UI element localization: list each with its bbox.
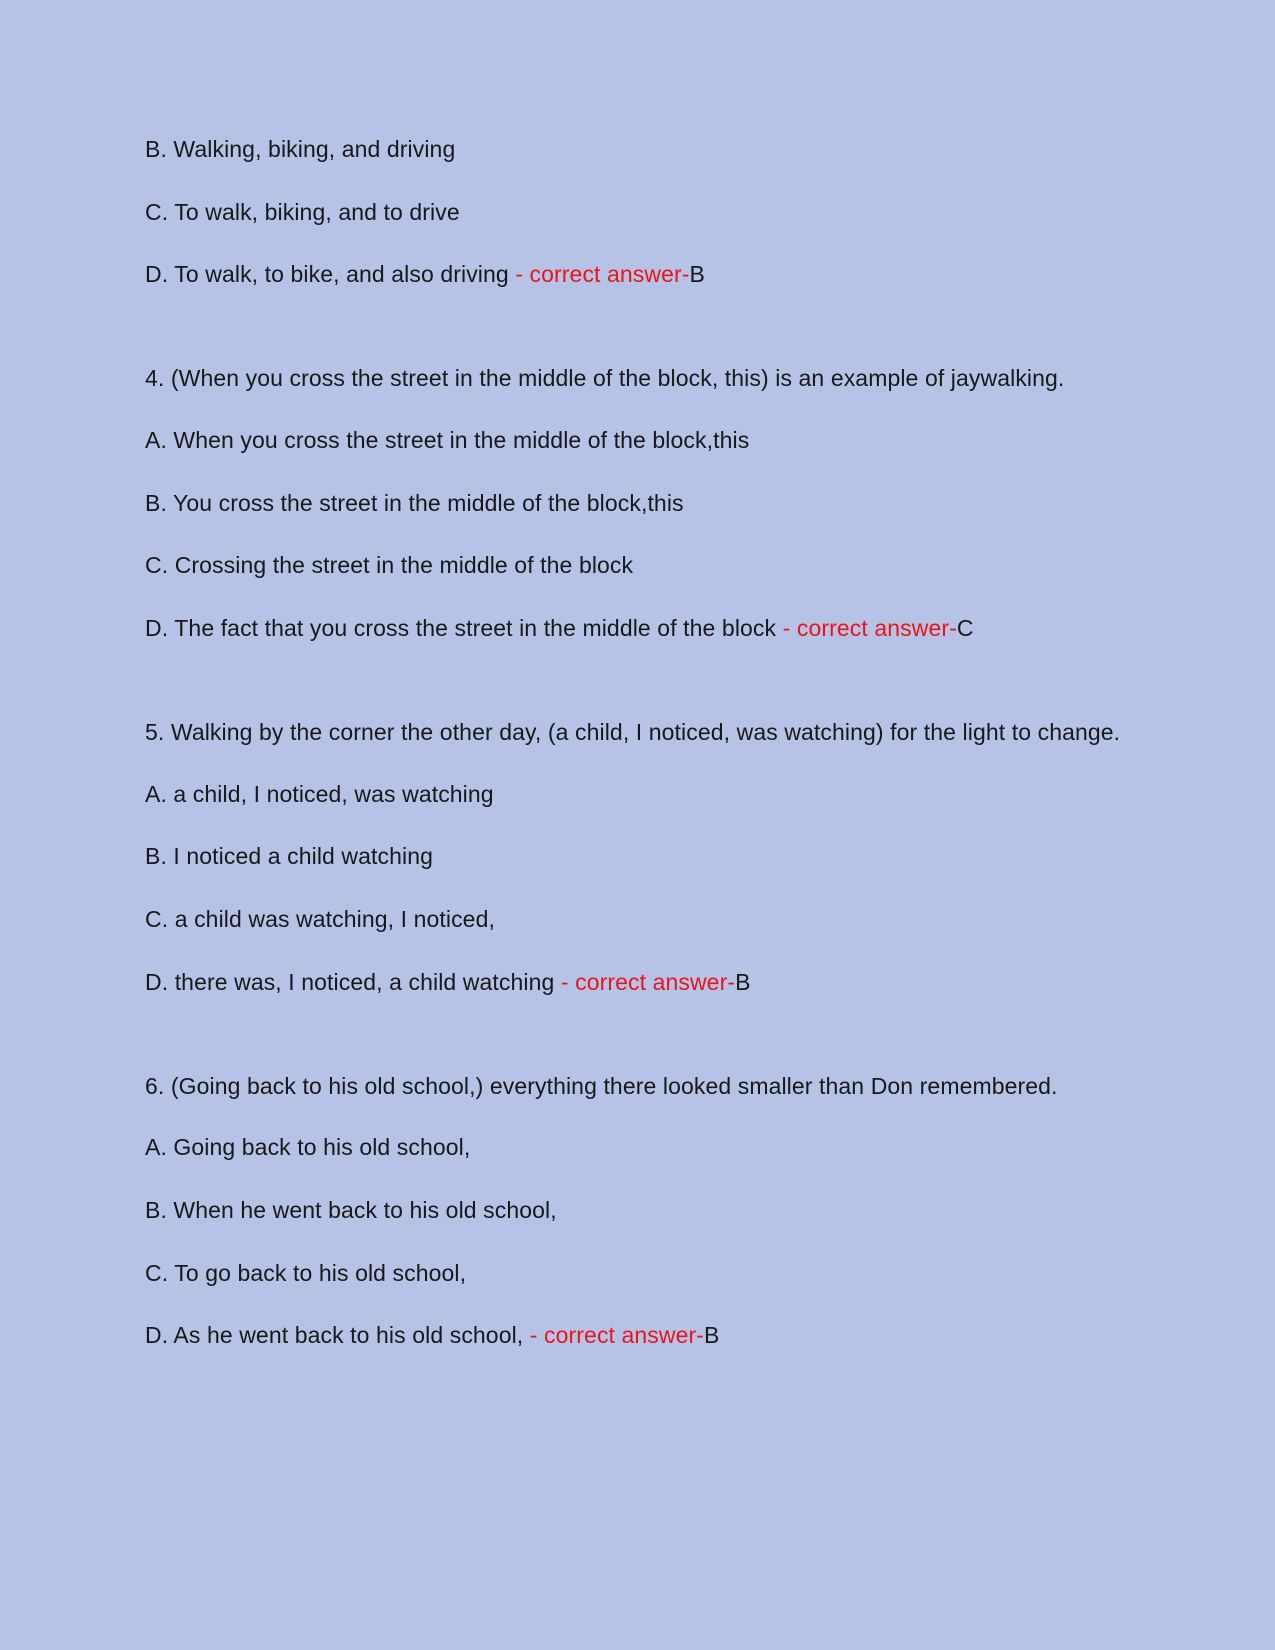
option-text: C. To go back to his old school, bbox=[145, 1259, 467, 1286]
correct-answer-letter: C bbox=[956, 615, 974, 642]
option-text: B. When he went back to his old school, bbox=[145, 1197, 557, 1224]
option-line bbox=[145, 1132, 1125, 1164]
correct-answer-letter: B bbox=[704, 1322, 720, 1349]
option-text: A. When you cross the street in the middle of the block,this bbox=[145, 426, 750, 453]
option-line bbox=[145, 425, 1125, 457]
option-text: C. a child was watching, I noticed, bbox=[145, 906, 495, 933]
option-line bbox=[145, 550, 1125, 582]
question-stem: 6. (Going back to his old school,) everything there looked smaller than Don remembered. bbox=[145, 1072, 1058, 1099]
option-line bbox=[145, 1320, 1125, 1352]
option-text: D. As he went back to his old school, bbox=[145, 1322, 530, 1349]
question-block bbox=[145, 717, 1125, 999]
option-text: C. To walk, biking, and to drive bbox=[145, 198, 460, 225]
option-text: B. Walking, biking, and driving bbox=[145, 136, 456, 162]
question-stem: 5. Walking by the corner the other day, (a child, I noticed, was watching) for the light to change. bbox=[145, 718, 1121, 745]
question-stem: 4. (When you cross the street in the middle of the block, this) is an example of jaywalking. bbox=[145, 365, 1065, 392]
correct-answer-marker: - correct answer- bbox=[529, 1322, 705, 1349]
correct-answer-marker: - correct answer- bbox=[560, 968, 736, 995]
option-text: B. I noticed a child watching bbox=[145, 843, 434, 870]
question-block bbox=[145, 1071, 1125, 1353]
question-block bbox=[145, 134, 1125, 291]
question-block bbox=[145, 363, 1125, 645]
option-line bbox=[145, 779, 1125, 811]
option-line bbox=[145, 904, 1125, 936]
option-text: C. Crossing the street in the middle of the block bbox=[145, 552, 634, 579]
correct-answer-marker: - correct answer- bbox=[782, 615, 957, 642]
correct-answer-letter: B bbox=[689, 261, 705, 288]
option-text: D. To walk, to bike, and also driving bbox=[145, 261, 516, 288]
option-line bbox=[145, 1195, 1125, 1227]
option-text: A. a child, I noticed, was watching bbox=[145, 780, 494, 807]
option-text: D. The fact that you cross the street in the middle of the block bbox=[145, 615, 783, 642]
correct-answer-letter: B bbox=[735, 968, 751, 995]
option-text: B. You cross the street in the middle of the block,this bbox=[145, 489, 684, 516]
option-line bbox=[145, 613, 1125, 645]
option-line bbox=[145, 134, 1125, 166]
option-text: D. there was, I noticed, a child watching bbox=[145, 968, 561, 995]
questions bbox=[145, 134, 1125, 1352]
option-line bbox=[145, 967, 1125, 999]
option-line bbox=[145, 488, 1125, 520]
option-line bbox=[145, 1258, 1125, 1290]
option-line bbox=[145, 259, 1125, 291]
option-text: A. Going back to his old school, bbox=[145, 1134, 471, 1161]
option-line bbox=[145, 197, 1125, 229]
correct-answer-marker: - correct answer- bbox=[515, 261, 690, 288]
option-line bbox=[145, 841, 1125, 873]
